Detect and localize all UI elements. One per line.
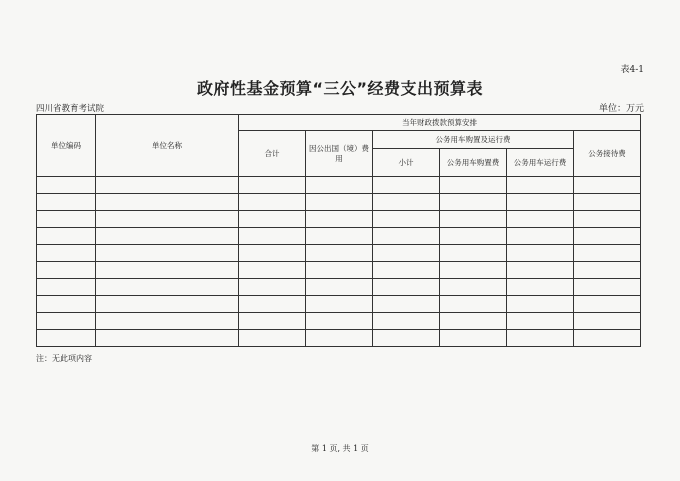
table-cell — [239, 245, 306, 262]
table-body — [37, 177, 641, 347]
table-note: 注：无此项内容 — [36, 354, 92, 363]
table-cell — [440, 313, 507, 330]
table-cell — [239, 211, 306, 228]
table-cell — [373, 211, 440, 228]
table-cell — [37, 211, 96, 228]
table-cell — [440, 279, 507, 296]
table-cell — [306, 177, 373, 194]
table-cell — [440, 228, 507, 245]
table-number: 表4-1 — [620, 65, 644, 75]
table-cell — [440, 262, 507, 279]
table-cell — [507, 211, 574, 228]
table-cell — [306, 245, 373, 262]
table-cell — [574, 245, 641, 262]
table-cell — [239, 228, 306, 245]
table-cell — [373, 194, 440, 211]
table-cell — [574, 330, 641, 347]
header-unit-code: 单位编码 — [37, 115, 96, 177]
table-cell — [507, 296, 574, 313]
table-cell — [373, 296, 440, 313]
table-cell — [37, 262, 96, 279]
unit-label: 单位：万元 — [598, 104, 644, 114]
table-cell — [574, 279, 641, 296]
header-vehicle-operation: 公务用车运行费 — [507, 149, 574, 177]
table-cell — [96, 330, 239, 347]
table-row — [37, 330, 641, 347]
header-abroad: 因公出国（境）费用 — [306, 131, 373, 177]
table-cell — [507, 330, 574, 347]
table-row — [37, 194, 641, 211]
table-cell — [574, 313, 641, 330]
table-row — [37, 245, 641, 262]
table-row — [37, 211, 641, 228]
table-row — [37, 262, 641, 279]
table-cell — [440, 296, 507, 313]
table-cell — [96, 262, 239, 279]
table-cell — [306, 194, 373, 211]
table-cell — [306, 211, 373, 228]
table-row — [37, 177, 641, 194]
table-cell — [574, 177, 641, 194]
table-cell — [96, 177, 239, 194]
table-row — [37, 296, 641, 313]
header-budget-group: 当年财政拨款预算安排 — [239, 115, 641, 131]
table-cell — [440, 177, 507, 194]
table-cell — [239, 330, 306, 347]
table-cell — [37, 245, 96, 262]
table-cell — [239, 262, 306, 279]
header-vehicle-group: 公务用车购置及运行费 — [373, 131, 574, 149]
table-cell — [507, 313, 574, 330]
table-cell — [37, 279, 96, 296]
table-cell — [507, 177, 574, 194]
page-title: 政府性基金预算“三公”经费支出预算表 — [196, 79, 484, 98]
table-cell — [96, 279, 239, 296]
table-cell — [574, 228, 641, 245]
table-cell — [574, 262, 641, 279]
table-cell — [96, 296, 239, 313]
table-cell — [306, 313, 373, 330]
table-cell — [373, 228, 440, 245]
organization-name: 四川省教育考试院 — [36, 104, 105, 114]
table-cell — [373, 262, 440, 279]
table-cell — [507, 228, 574, 245]
table-cell — [37, 228, 96, 245]
table-cell — [37, 296, 96, 313]
table-cell — [37, 330, 96, 347]
table-cell — [96, 211, 239, 228]
table-cell — [373, 313, 440, 330]
table-row — [37, 228, 641, 245]
table-cell — [96, 228, 239, 245]
header-unit-name: 单位名称 — [96, 115, 239, 177]
table-cell — [507, 262, 574, 279]
table-cell — [239, 194, 306, 211]
table-cell — [440, 194, 507, 211]
header-total: 合计 — [239, 131, 306, 177]
table-cell — [239, 279, 306, 296]
table-cell — [96, 245, 239, 262]
table-cell — [306, 296, 373, 313]
header-reception: 公务接待费 — [574, 131, 641, 177]
table-row — [37, 313, 641, 330]
table-cell — [37, 177, 96, 194]
table-cell — [239, 296, 306, 313]
page-indicator: 第 1 页, 共 1 页 — [311, 444, 369, 453]
table-cell — [507, 279, 574, 296]
table-cell — [306, 262, 373, 279]
budget-table — [36, 114, 641, 347]
table-cell — [239, 177, 306, 194]
table-cell — [96, 194, 239, 211]
table-cell — [37, 313, 96, 330]
table-cell — [373, 177, 440, 194]
table-cell — [306, 330, 373, 347]
table-cell — [239, 313, 306, 330]
table-cell — [440, 245, 507, 262]
table-row — [37, 279, 641, 296]
table-cell — [574, 194, 641, 211]
table-cell — [306, 228, 373, 245]
table-cell — [574, 296, 641, 313]
table-cell — [507, 194, 574, 211]
table-cell — [96, 313, 239, 330]
header-subtotal: 小计 — [373, 149, 440, 177]
table-cell — [373, 245, 440, 262]
table-cell — [373, 330, 440, 347]
table-cell — [37, 194, 96, 211]
table-cell — [440, 330, 507, 347]
table-cell — [440, 211, 507, 228]
table-cell — [306, 279, 373, 296]
table-cell — [507, 245, 574, 262]
header-vehicle-purchase: 公务用车购置费 — [440, 149, 507, 177]
table-cell — [373, 279, 440, 296]
table-cell — [574, 211, 641, 228]
